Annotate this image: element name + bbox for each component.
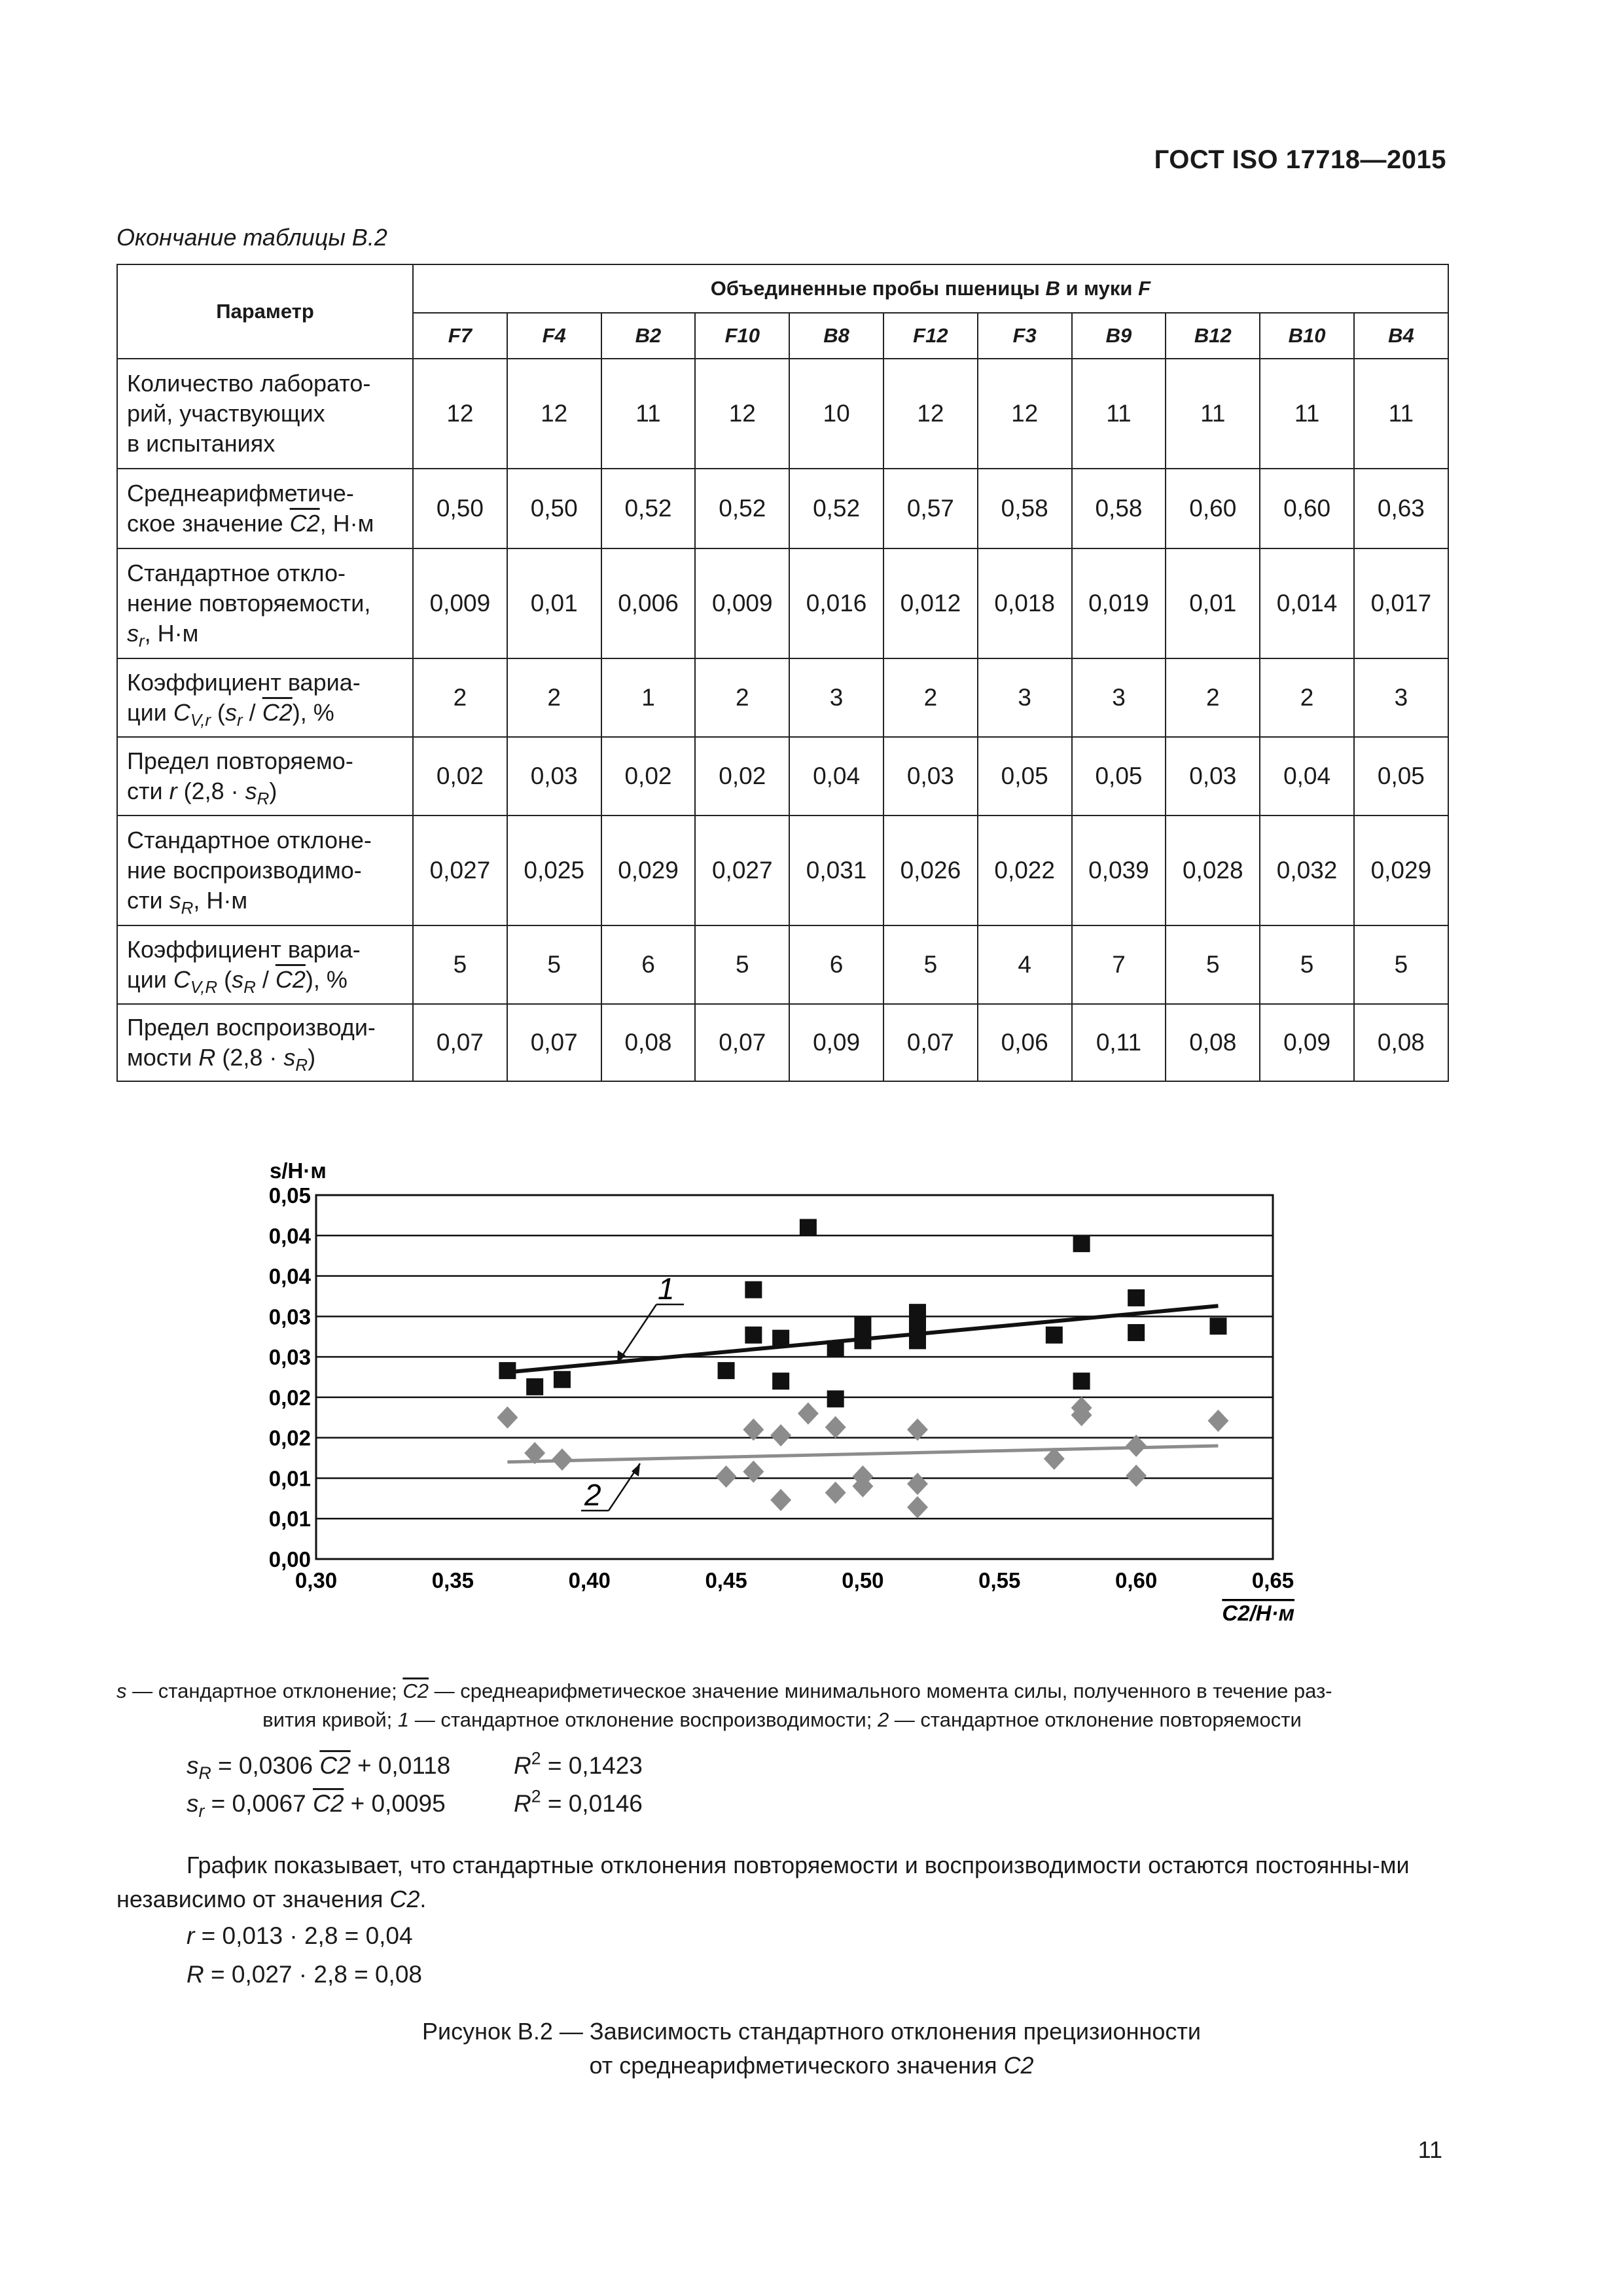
col-header: B8	[789, 313, 883, 359]
table-cell: 0,58	[978, 469, 1072, 548]
figure-legend: s — стандартное отклонение; C2 — среднеарифметическое значение минимального момента силы, полученного в течение раз- вития кривой; 1 — стандартное отклонение воспроизводимости; 2 — стандартное отклонение повторяемости	[116, 1679, 1332, 1731]
table-cell: 3	[789, 658, 883, 737]
table-cell: 0,63	[1354, 469, 1448, 548]
marker-series-1	[745, 1282, 762, 1299]
table-cell: 6	[789, 925, 883, 1004]
table-cell: 2	[883, 658, 978, 737]
table-cell: 0,07	[883, 1004, 978, 1081]
table-cell: 0,60	[1166, 469, 1260, 548]
col-header: B12	[1166, 313, 1260, 359]
table-cell: 0,032	[1260, 816, 1354, 925]
conclusion-paragraph: График показывает, что стандартные отклонения повторяемости и воспроизводимости остаются постоянны-ми независимо от значения C2.	[116, 1852, 1410, 1912]
row-param-R-limit: Предел воспроизводи- мости R $(2,8 \cdot s_R)$	[117, 1004, 413, 1081]
table-cell: 3	[1072, 658, 1166, 737]
table-cell: 0,027	[695, 816, 789, 925]
marker-series-1	[827, 1340, 844, 1357]
table-cell: 12	[413, 359, 507, 469]
table-cell: 0,026	[883, 816, 978, 925]
table-cell: 0,039	[1072, 816, 1166, 925]
table-cell: 11	[1354, 359, 1448, 469]
table-cell: 0,019	[1072, 548, 1166, 658]
marker-series-1	[554, 1371, 571, 1388]
table-cell: 0,028	[1166, 816, 1260, 925]
table-cell: 0,022	[978, 816, 1072, 925]
table-cell: 0,009	[695, 548, 789, 658]
table-cell: 0,50	[413, 469, 507, 548]
table-cell: 0,52	[695, 469, 789, 548]
table-cell: 5	[507, 925, 601, 1004]
table-cell: 0,029	[1354, 816, 1448, 925]
marker-series-1	[772, 1330, 789, 1347]
table-cell: 0,018	[978, 548, 1072, 658]
group-header: Объединенные пробы пшеницы B и муки F	[413, 264, 1448, 313]
plot-area	[316, 1195, 1273, 1559]
table-cell: 0,029	[601, 816, 696, 925]
r-squared-sr: $R^2 = 0,0146$	[514, 1786, 643, 1817]
marker-series-1	[1046, 1327, 1063, 1344]
y-tick-label: 0,02	[268, 1385, 311, 1410]
table-cell: 0,01	[1166, 548, 1260, 658]
param-header: Параметр	[117, 264, 413, 359]
table-cell: 0,60	[1260, 469, 1354, 548]
marker-series-1	[1128, 1289, 1145, 1306]
table-cell: 2	[507, 658, 601, 737]
y-tick-label: 0,01	[268, 1466, 311, 1491]
x-tick-label: 0,60	[1115, 1568, 1158, 1592]
marker-series-1	[772, 1372, 789, 1390]
table-cell: 5	[1166, 925, 1260, 1004]
table-cell: 0,03	[507, 737, 601, 816]
marker-series-1	[854, 1332, 871, 1349]
table-cell: 0,52	[601, 469, 696, 548]
table-cell: 4	[978, 925, 1072, 1004]
table-cell: 11	[1166, 359, 1260, 469]
table-cell: 0,02	[601, 737, 696, 816]
marker-series-1	[1128, 1324, 1145, 1341]
table-cell: 0,02	[413, 737, 507, 816]
col-header: F4	[507, 313, 601, 359]
table-cell: 0,031	[789, 816, 883, 925]
marker-series-1	[1073, 1372, 1090, 1390]
table-cell: 11	[601, 359, 696, 469]
row-param-sR: Стандартное отклоне- ние воспроизводимо- сти $s_R$, Н·м	[117, 816, 413, 925]
x-tick-label: 0,50	[842, 1568, 884, 1592]
y-tick-label: 0,04	[268, 1264, 311, 1289]
x-tick-label: 0,65	[1251, 1568, 1294, 1592]
col-header: F12	[883, 313, 978, 359]
table-cell: 0,50	[507, 469, 601, 548]
table-cell: 1	[601, 658, 696, 737]
marker-series-1	[854, 1316, 871, 1333]
document-header: ГОСТ ISO 17718—2015	[1154, 145, 1446, 174]
table-cell: 2	[1260, 658, 1354, 737]
calc-r: r = 0,013 · 2,8 = 0,04	[187, 1922, 413, 1949]
marker-series-1	[745, 1327, 762, 1344]
table-cell: 10	[789, 359, 883, 469]
table-cell: 5	[1354, 925, 1448, 1004]
marker-series-1	[800, 1219, 817, 1236]
col-header: B10	[1260, 313, 1354, 359]
table-cell: 0,08	[1166, 1004, 1260, 1081]
table-cell: 0,02	[695, 737, 789, 816]
marker-series-1	[499, 1362, 516, 1379]
calc-R: R = 0,027 · 2,8 = 0,08	[187, 1961, 422, 1988]
table-cell: 2	[413, 658, 507, 737]
marker-series-1	[718, 1362, 735, 1379]
row-param-cvr: Коэффициент вариа- ции $C_{V,r}$ $(s_r / C2)$, %	[117, 658, 413, 737]
annotation-label-2: 2	[584, 1478, 601, 1512]
x-tick-label: 0,40	[568, 1568, 611, 1592]
x-tick-label: 0,45	[705, 1568, 747, 1592]
table-cell: 0,05	[1072, 737, 1166, 816]
y-tick-label: 0,02	[268, 1426, 311, 1450]
table-caption: Окончание таблицы В.2	[116, 224, 387, 251]
x-tick-label: 0,30	[294, 1568, 338, 1592]
table-cell: 0,009	[413, 548, 507, 658]
col-header: B2	[601, 313, 696, 359]
marker-series-1	[827, 1390, 844, 1407]
x-tick-label: 0,35	[431, 1568, 474, 1592]
table-cell: 0,11	[1072, 1004, 1166, 1081]
y-tick-label: 0,01	[268, 1507, 311, 1532]
page-number: 11	[1418, 2136, 1442, 2163]
row-param-labs: Количество лаборато- рий, участвующих в испытаниях	[117, 359, 413, 469]
table-cell: 0,025	[507, 816, 601, 925]
table-cell: 0,04	[789, 737, 883, 816]
col-header: F7	[413, 313, 507, 359]
table-cell: 0,08	[601, 1004, 696, 1081]
table-cell: 0,05	[1354, 737, 1448, 816]
y-axis-label: s/Н·м	[270, 1158, 327, 1183]
marker-series-1	[526, 1378, 543, 1395]
table-cell: 0,01	[507, 548, 601, 658]
table-cell: 7	[1072, 925, 1166, 1004]
table-cell: 3	[978, 658, 1072, 737]
marker-series-1	[1209, 1318, 1226, 1335]
table-cell: 0,014	[1260, 548, 1354, 658]
table-cell: 0,027	[413, 816, 507, 925]
table-cell: 11	[1072, 359, 1166, 469]
table-cell: 6	[601, 925, 696, 1004]
table-cell: 0,52	[789, 469, 883, 548]
marker-series-1	[1073, 1235, 1090, 1252]
table-cell: 12	[695, 359, 789, 469]
table-cell: 2	[1166, 658, 1260, 737]
table-cell: 0,58	[1072, 469, 1166, 548]
table-cell: 11	[1260, 359, 1354, 469]
col-header: F10	[695, 313, 789, 359]
r-squared-sR: $R^2 = 0,1423$	[514, 1748, 643, 1779]
row-param-mean: Среднеарифметиче- ское значение C2, Н·м	[117, 469, 413, 548]
table-cell: 0,012	[883, 548, 978, 658]
table-cell: 0,03	[883, 737, 978, 816]
table-cell: 0,09	[1260, 1004, 1354, 1081]
row-param-cvR: Коэффициент вариа- ции $C_{V,R}$ $(s_R / C2)$, %	[117, 925, 413, 1004]
figure-caption: Рисунок В.2 — Зависимость стандартного отклонения прецизионности от среднеарифметического значения C2	[422, 2018, 1201, 2079]
y-tick-label: 0,00	[268, 1547, 311, 1571]
table-cell: 0,017	[1354, 548, 1448, 658]
table-cell: 12	[978, 359, 1072, 469]
y-tick-label: 0,04	[268, 1223, 311, 1248]
y-tick-label: 0,05	[268, 1183, 311, 1208]
table-cell: 3	[1354, 658, 1448, 737]
y-tick-label: 0,03	[268, 1345, 311, 1370]
table-cell: 0,04	[1260, 737, 1354, 816]
table-cell: 0,07	[413, 1004, 507, 1081]
table-cell: 0,08	[1354, 1004, 1448, 1081]
row-param-r-limit: Предел повторяемо- сти r $(2,8 \cdot s_R)$	[117, 737, 413, 816]
table-cell: 0,06	[978, 1004, 1072, 1081]
table-cell: 0,07	[507, 1004, 601, 1081]
regression-sr: $s_r = 0,0067$ C2 + 0,0095	[187, 1790, 446, 1821]
table-cell: 0,03	[1166, 737, 1260, 816]
table-cell: 0,05	[978, 737, 1072, 816]
table-cell: 0,016	[789, 548, 883, 658]
col-header: B9	[1072, 313, 1166, 359]
table-cell: 12	[507, 359, 601, 469]
table-cell: 2	[695, 658, 789, 737]
x-axis-label: C2/Н·м	[1222, 1601, 1294, 1625]
col-header: B4	[1354, 313, 1448, 359]
row-param-sr: Стандартное откло- нение повторяемости, $s_r$, Н·м	[117, 548, 413, 658]
col-header: F3	[978, 313, 1072, 359]
marker-series-1	[909, 1304, 926, 1321]
regression-sR: $s_R = 0,0306$ C2 + 0,0118	[187, 1752, 451, 1783]
table-cell: 5	[413, 925, 507, 1004]
x-tick-label: 0,55	[978, 1568, 1021, 1592]
table-cell: 0,09	[789, 1004, 883, 1081]
table-cell: 5	[1260, 925, 1354, 1004]
table-cell: 0,07	[695, 1004, 789, 1081]
table-cell: 5	[883, 925, 978, 1004]
y-tick-label: 0,03	[268, 1304, 311, 1329]
table-cell: 5	[695, 925, 789, 1004]
table-cell: 12	[883, 359, 978, 469]
table-cell: 0,57	[883, 469, 978, 548]
table-cell: 0,006	[601, 548, 696, 658]
annotation-label-1: 1	[658, 1272, 675, 1306]
